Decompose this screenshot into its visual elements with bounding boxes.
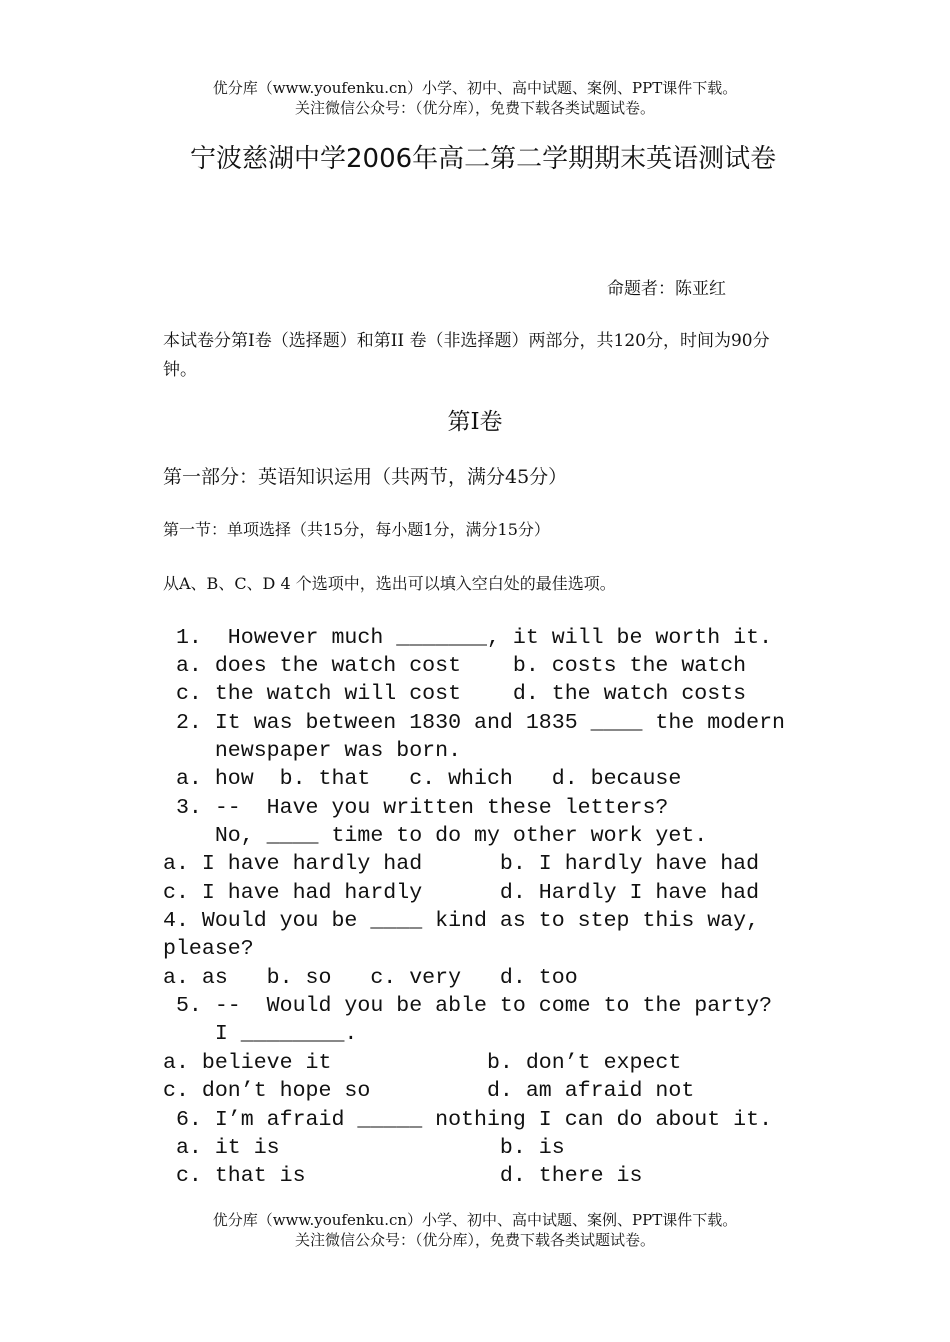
question-3-cont: No, ____ time to do my other work yet.: [163, 824, 708, 848]
question-1-options-cd: c. the watch will cost d. the watch costs: [163, 682, 747, 706]
header-line-2: 关注微信公众号：（优分库），免费下载各类试题试卷。: [294, 99, 655, 117]
question-6-options-ab: a. it is b. is: [163, 1136, 565, 1160]
question-5-options-cd: c. don’t hope so d. am afraid not: [163, 1079, 695, 1103]
instruction: 从A、B、C、D 4 个选项中，选出可以填入空白处的最佳选项。: [163, 574, 616, 593]
question-5-options-ab: a. believe it b. don’t expect: [163, 1051, 682, 1075]
question-3: 3. -- Have you written these letters?: [163, 796, 669, 820]
question-2-options: a. how b. that c. which d. because: [163, 767, 682, 791]
question-4-cont: please?: [163, 937, 254, 961]
question-1: 1. However much _______, it will be worth it.: [163, 626, 773, 650]
question-2-cont: newspaper was born.: [163, 739, 462, 763]
question-5-cont: I ________.: [163, 1022, 358, 1046]
question-3-options-ab: a. I have hardly had b. I hardly have had: [163, 852, 760, 876]
footer-line-1: 优分库（www.youfenku.cn）小学、初中、高中试题、案例、PPT课件下载。: [212, 1211, 738, 1229]
section-heading: 第一节：单项选择（共15分，每小题1分，满分15分）: [163, 520, 550, 539]
question-6-options-cd: c. that is d. there is: [163, 1164, 643, 1188]
volume-heading: 第Ⅰ卷: [447, 409, 503, 435]
page-title: 宁波慈湖中学2006年高二第二学期期末英语测试卷: [190, 144, 777, 174]
question-4-options: a. as b. so c. very d. too: [163, 966, 578, 990]
author: 命题者：陈亚红: [607, 279, 726, 299]
question-3-options-cd: c. I have had hardly d. Hardly I have had: [163, 881, 760, 905]
question-5: 5. -- Would you be able to come to the party?: [163, 994, 773, 1018]
intro-paragraph: 本试卷分第Ⅰ卷（选择题）和第II 卷（非选择题）两部分，共120分，时间为90分钟。: [163, 331, 770, 380]
question-1-options-ab: a. does the watch cost b. costs the watch: [163, 654, 747, 678]
question-2: 2. It was between 1830 and 1835 ____ the modern: [163, 711, 786, 735]
header-line-1: 优分库（www.youfenku.cn）小学、初中、高中试题、案例、PPT课件下载。: [212, 79, 738, 97]
question-6: 6. I’m afraid _____ nothing I can do about it.: [163, 1108, 773, 1132]
part-heading: 第一部分：英语知识运用（共两节，满分45分）: [163, 466, 568, 488]
question-4: 4. Would you be ____ kind as to step this way,: [163, 909, 760, 933]
footer-line-2: 关注微信公众号：（优分库），免费下载各类试题试卷。: [294, 1231, 655, 1249]
